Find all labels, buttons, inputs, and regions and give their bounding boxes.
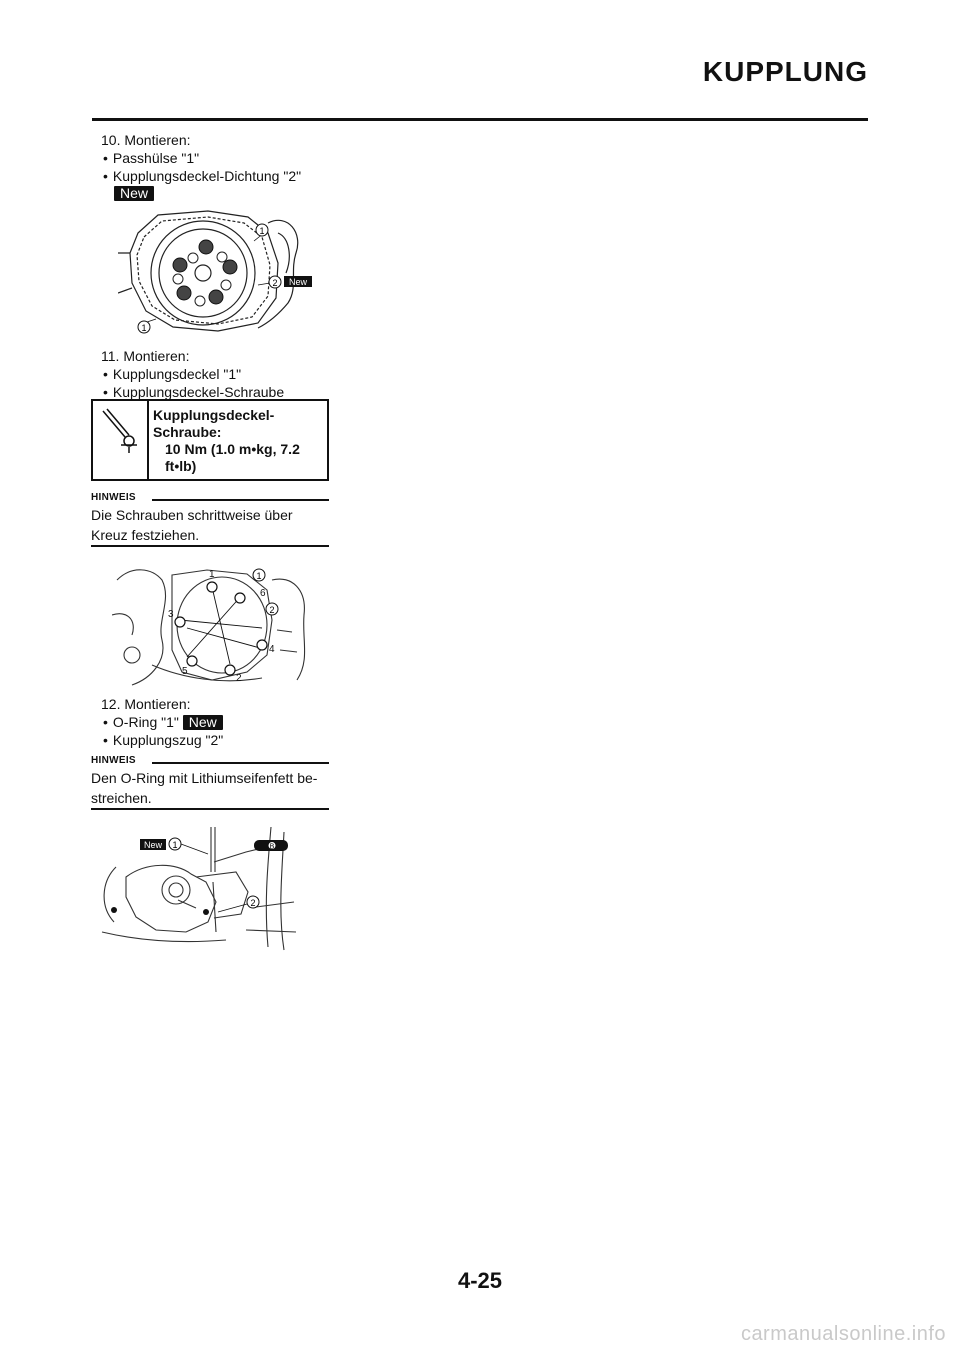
svg-text:6: 6 — [260, 588, 266, 599]
step-11-heading: 11. Montieren: — [101, 348, 190, 364]
note-label: HINWEIS — [91, 492, 136, 503]
step-10-heading: 10. Montieren: — [101, 132, 191, 148]
step-12-item-2: • Kupplungszug "2" — [103, 731, 223, 749]
callout-2 — [269, 276, 281, 288]
step-10-item-1: • Passhülse "1" — [103, 149, 199, 167]
grease-mark — [254, 840, 288, 851]
torque-label: Kupplungsdeckel-Schraube: — [153, 407, 275, 440]
step-11-item-2: • Kupplungsdeckel-Schraube — [103, 383, 284, 401]
svg-text:New: New — [288, 277, 308, 287]
callout-1 — [169, 838, 181, 850]
torque-value: 10 Nm (1.0 m•kg, 7.2 ft•lb) — [165, 441, 300, 474]
svg-text:1: 1 — [209, 569, 215, 580]
torque-wrench-icon — [99, 407, 141, 453]
header-rule — [92, 118, 868, 121]
callout-1-top — [256, 224, 268, 236]
note-text: Den O-Ring mit Lithiumseifenfett be-streichen. — [91, 770, 318, 806]
note-text: Die Schrauben schrittweise über Kreuz festziehen. — [91, 507, 293, 543]
svg-text:5: 5 — [182, 666, 188, 677]
note-bottom-rule — [91, 545, 329, 547]
new-part-badge: New — [114, 185, 154, 203]
page-number: 4-25 — [457, 1268, 503, 1293]
svg-text:1: 1 — [259, 226, 265, 236]
page-title: KUPPLUNG — [702, 56, 868, 87]
svg-text:3: 3 — [168, 609, 174, 620]
svg-text:4: 4 — [269, 644, 275, 655]
step-10-item-2: • Kupplungsdeckel-Dichtung "2" — [103, 167, 301, 185]
step-12-item-1: • O-Ring "1" New — [103, 713, 223, 731]
svg-text:1: 1 — [172, 840, 178, 850]
callout-1-bottom — [138, 321, 150, 333]
svg-text:New: New — [143, 840, 163, 850]
clutch-cable-figure — [96, 822, 326, 954]
note-label: HINWEIS — [91, 755, 136, 766]
note-top-rule — [152, 762, 329, 764]
svg-text:2: 2 — [236, 673, 242, 684]
svg-text:2: 2 — [269, 605, 275, 615]
svg-text:1: 1 — [256, 571, 262, 581]
step-11-item-1: • Kupplungsdeckel "1" — [103, 365, 241, 383]
cover-tightening-sequence-figure — [112, 560, 312, 690]
svg-text:2: 2 — [272, 278, 278, 288]
callout-2 — [247, 896, 259, 908]
svg-text:1: 1 — [141, 323, 147, 333]
clutch-gasket-figure — [118, 203, 318, 338]
step-12-heading: 12. Montieren: — [101, 696, 191, 712]
torque-spec-box — [91, 399, 329, 481]
site-watermark: carmanualsonline.info — [740, 1323, 946, 1345]
new-part-badge: New — [183, 715, 223, 730]
callout-2 — [266, 603, 278, 615]
note-bottom-rule — [91, 808, 329, 810]
callout-1 — [253, 569, 265, 581]
svg-text:B: B — [269, 843, 275, 851]
note-top-rule — [152, 499, 329, 501]
svg-text:2: 2 — [250, 898, 256, 908]
